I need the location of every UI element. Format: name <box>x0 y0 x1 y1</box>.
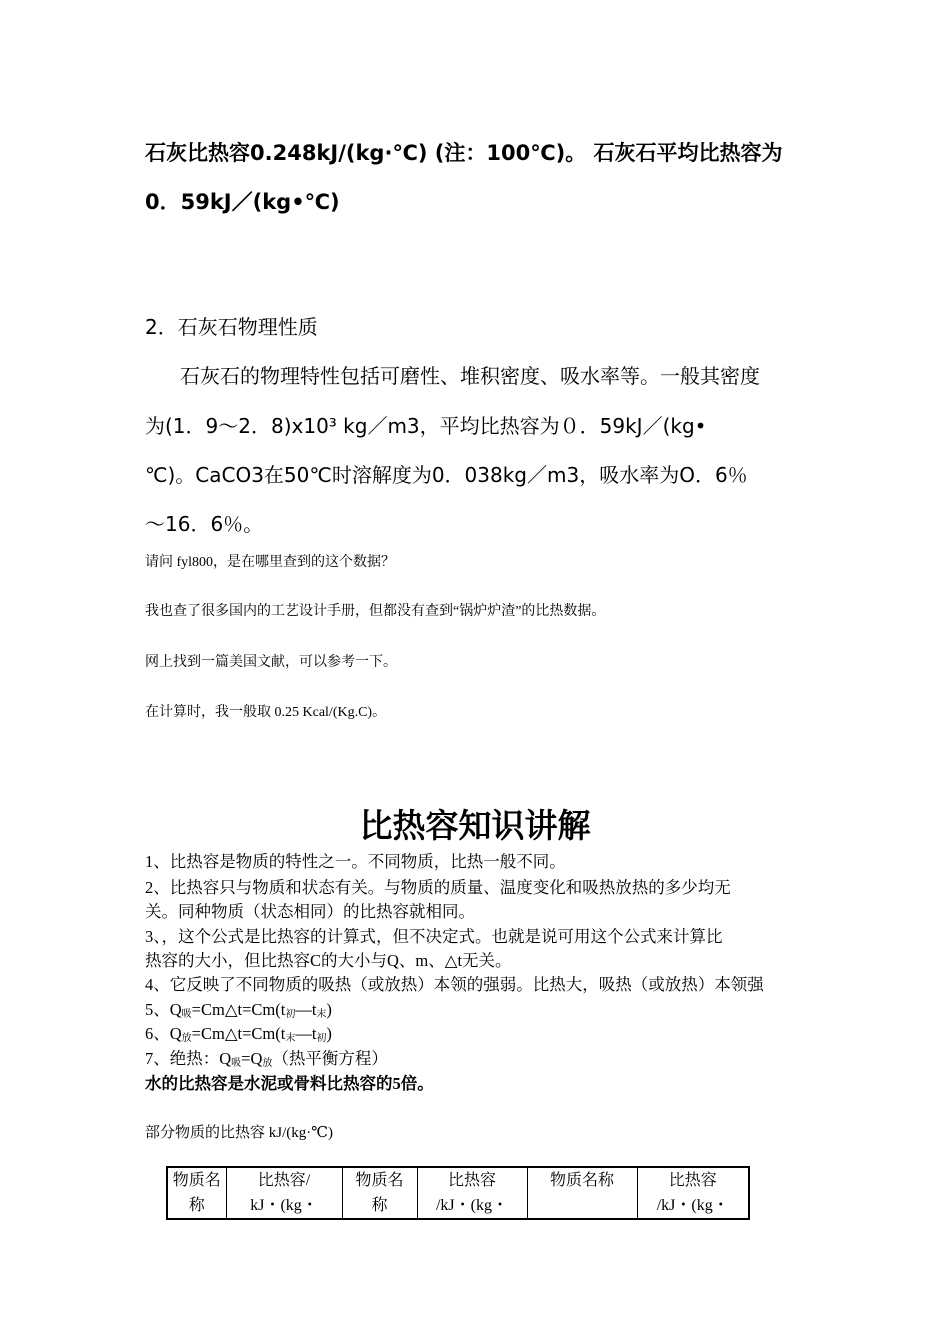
section-2-heading: 2．石灰石物理性质 <box>145 315 318 339</box>
header-specific-heat-2: 比热容 /kJ・(kg・ <box>417 1167 527 1219</box>
header-substance-3: 物质名称 <box>527 1167 637 1219</box>
lecture-item-7 <box>145 1045 388 1069</box>
item-7-part-a: 7、绝热：Q <box>145 1049 232 1068</box>
intro-line-2: 0．59kJ／(kg•℃) <box>145 190 340 214</box>
comment-3: 网上找到一篇美国文献，可以参考一下。 <box>145 655 397 670</box>
section-2-para-line-4: ～16．6％。 <box>145 512 264 536</box>
lecture-item-2-line-1: 2、比热容只与物质和状态有关。与物质的质量、温度变化和吸热放热的多少均无 <box>145 878 731 897</box>
section-2-para-line-3: ℃)。CaCO3在50℃时溶解度为0．038kg／m3，吸水率为O．6％ <box>145 463 748 487</box>
lecture-item-5 <box>145 996 332 1020</box>
item-6-part-e: —t <box>295 1024 317 1043</box>
item-5-part-c: =Cm△t=Cm(t <box>191 1000 286 1019</box>
section-2-para-line-1: 石灰石的物理特性包括可磨性、堆积密度、吸水率等。一般其密度 <box>180 364 760 388</box>
table-caption: 部分物质的比热容 kJ/(kg·℃) <box>145 1125 334 1141</box>
item-6-part-a: 6、Q <box>145 1024 182 1043</box>
header-specific-heat-1: 比热容/ kJ・(kg・ <box>226 1167 342 1219</box>
item-7-part-e: （热平衡方程） <box>272 1049 388 1068</box>
item-7-sub-b: 吸 <box>231 1058 242 1069</box>
header-substance-1: 物质名 称 <box>167 1167 226 1219</box>
header-substance-2: 物质名 称 <box>342 1167 417 1219</box>
lecture-item-3-line-2: 热容的大小，但比热容C的大小与Q、m、△t无关。 <box>145 951 512 970</box>
item-5-sub-f: 末 <box>316 1009 327 1020</box>
comment-1: 请问 fyl800，是在哪里查到的这个数据？ <box>145 555 396 570</box>
item-6-sub-f: 初 <box>316 1033 327 1044</box>
item-6-sub-d: 末 <box>285 1033 296 1044</box>
comment-4: 在计算时，我一般取 0.25 Kcal/(Kg.C)。 <box>145 705 387 720</box>
specific-heat-table <box>166 1166 750 1220</box>
item-5-part-a: 5、Q <box>145 1000 182 1019</box>
item-5-part-g: ) <box>326 1000 332 1019</box>
lecture-item-1: 1、比热容是物质的特性之一。不同物质，比热一般不同。 <box>145 852 566 871</box>
item-7-part-c: =Q <box>241 1049 263 1068</box>
lecture-title: 比热容知识讲解 <box>359 806 591 845</box>
section-2-para-line-2: 为(1．9～2．8)x10³ kg／m3，平均比热容为０．59kJ／(kg• <box>145 414 707 438</box>
comment-2: 我也查了很多国内的工艺设计手册，但都没有查到“锅炉炉渣”的比热数据。 <box>145 604 606 619</box>
item-6-part-g: ) <box>326 1024 332 1043</box>
lecture-item-3-line-1: 3、，这个公式是比热容的计算式，但不决定式。也就是说可用这个公式来计算比 <box>145 927 723 946</box>
lecture-item-2-line-2: 关。同种物质（状态相同）的比热容就相同。 <box>145 902 475 921</box>
item-6-part-c: =Cm△t=Cm(t <box>191 1024 286 1043</box>
table-header-row <box>167 1167 749 1219</box>
item-5-sub-b: 吸 <box>181 1009 192 1020</box>
item-5-part-e: —t <box>295 1000 317 1019</box>
intro-line-1: 石灰比热容0.248kJ/(kg·℃) (注：100℃)。 石灰石平均比热容为 <box>145 141 783 165</box>
item-7-sub-d: 放 <box>262 1058 273 1069</box>
item-5-sub-d: 初 <box>285 1009 296 1020</box>
header-specific-heat-3: 比热容 /kJ・(kg・ <box>637 1167 749 1219</box>
item-6-sub-b: 放 <box>181 1033 192 1044</box>
lecture-item-6 <box>145 1020 332 1044</box>
lecture-item-4: 4、它反映了不同物质的吸热（或放热）本领的强弱。比热大，吸热（或放热）本领强 <box>145 975 764 994</box>
lecture-bold-note: 水的比热容是水泥或骨料比热容的5倍。 <box>145 1074 434 1093</box>
